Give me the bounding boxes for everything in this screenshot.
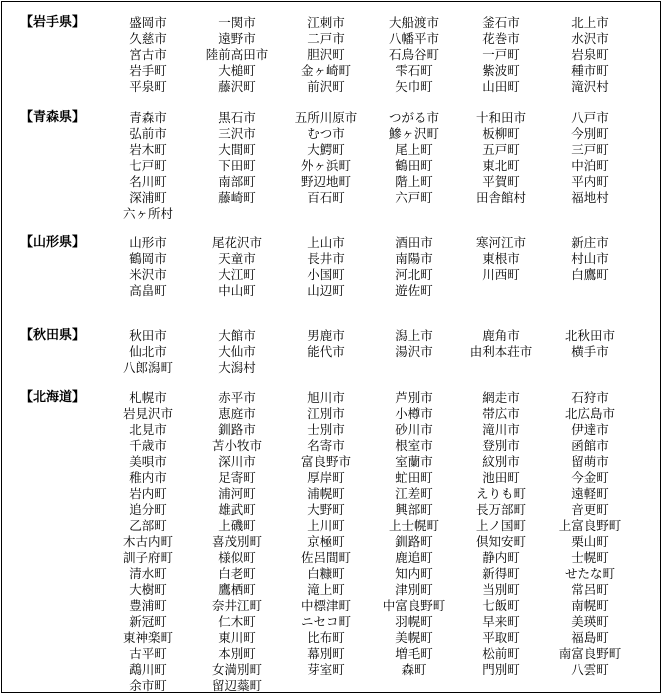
municipality-name: 紫波町: [482, 63, 520, 78]
municipality-name: 江差町: [395, 486, 433, 501]
municipality-name: 当別町: [482, 582, 520, 597]
municipality-name: 大間町: [218, 142, 256, 157]
municipality-name: 古平町: [129, 646, 167, 661]
municipality-name: 今別町: [571, 126, 609, 141]
municipality-name: 長井市: [307, 251, 345, 266]
municipality-name: 南部町: [218, 174, 256, 189]
municipality-name: 五所川原市: [294, 110, 358, 125]
prefecture-heading: 【秋田県】: [20, 328, 86, 343]
municipality-name: 大船渡市: [388, 15, 439, 30]
municipality-name: 上ノ国町: [475, 518, 526, 533]
municipality-name: 羽幌町: [395, 614, 433, 629]
municipality-name: 東根市: [482, 251, 520, 266]
municipality-name: 岩手町: [129, 63, 167, 78]
municipality-name: 津別町: [395, 582, 433, 597]
prefecture-heading: 【岩手県】: [20, 15, 86, 30]
municipality-name: 南陽市: [395, 251, 433, 266]
municipality-name: 帯広市: [482, 406, 520, 421]
municipality-name: 鰺ヶ沢町: [388, 126, 439, 141]
municipality-name: 雄武町: [218, 502, 256, 517]
municipality-name: 白鷹町: [571, 267, 609, 282]
municipality-name: 小樽市: [395, 406, 433, 421]
municipality-name: 久慈市: [129, 31, 167, 46]
municipality-name: えりも町: [475, 486, 526, 501]
municipality-name: 弘前市: [129, 126, 167, 141]
municipality-name: 一関市: [218, 15, 256, 30]
municipality-name: 士別市: [307, 422, 345, 437]
municipality-name: 由利本荘市: [469, 344, 533, 359]
municipality-name: 高畠町: [129, 283, 167, 298]
municipality-name: むつ市: [307, 126, 345, 141]
municipality-name: 根室市: [395, 438, 433, 453]
municipality-name: 足寄町: [218, 470, 256, 485]
municipality-name: 前沢町: [307, 79, 345, 94]
municipality-name: 上富良野町: [558, 518, 622, 533]
municipality-name: 寒河江市: [475, 235, 526, 250]
municipality-name: 中富良野町: [382, 598, 446, 613]
municipality-name: 鶴田町: [395, 158, 433, 173]
municipality-name: 岩内町: [129, 486, 167, 501]
municipality-name: 砂川市: [395, 422, 433, 437]
municipality-name: 陸前高田市: [205, 47, 269, 62]
municipality-name: 上川町: [307, 518, 345, 533]
municipality-name: 士幌町: [571, 550, 609, 565]
municipality-name: 鹿角市: [482, 328, 520, 343]
municipality-name: 水沢市: [571, 31, 609, 46]
municipality-name: 尾上町: [395, 142, 433, 157]
municipality-name: 江刺市: [307, 15, 345, 30]
municipality-name: 長万部町: [475, 502, 526, 517]
municipality-name: 深浦町: [129, 190, 167, 205]
municipality-name: 栗山町: [571, 534, 609, 549]
municipality-name: 胆沢町: [307, 47, 345, 62]
municipality-name: 中標津町: [300, 598, 351, 613]
municipality-name: 静内町: [482, 550, 520, 565]
municipality-name: 仙北市: [129, 344, 167, 359]
municipality-name: 本別町: [218, 646, 256, 661]
municipality-name: 福島町: [571, 630, 609, 645]
municipality-name: 音更町: [571, 502, 609, 517]
municipality-name: 八郎潟町: [122, 360, 173, 375]
municipality-name: 余市町: [129, 678, 167, 693]
municipality-name: 田舎館村: [475, 190, 526, 205]
municipality-name: 奈井江町: [211, 598, 262, 613]
municipality-name: 酒田市: [395, 235, 433, 250]
municipality-name: 五戸町: [482, 142, 520, 157]
municipality-name: 外ヶ浜町: [300, 158, 351, 173]
municipality-name: 十和田市: [475, 110, 526, 125]
municipality-name: 下田町: [218, 158, 256, 173]
municipality-name: 木古内町: [122, 534, 173, 549]
municipality-name: 豊浦町: [129, 598, 167, 613]
municipality-name: 村山市: [571, 251, 609, 266]
municipality-name: 浦幌町: [307, 486, 345, 501]
municipality-name: 虻田町: [395, 470, 433, 485]
municipality-name: 鶴岡市: [129, 251, 167, 266]
municipality-name: 北広島市: [564, 406, 615, 421]
municipality-name: 小国町: [307, 267, 345, 282]
municipality-name: 南富良野町: [558, 646, 622, 661]
municipality-name: 天童市: [218, 251, 256, 266]
municipality-name: 雫石町: [395, 63, 433, 78]
municipality-name: 野辺地町: [300, 174, 351, 189]
municipality-name: 秋田市: [129, 328, 167, 343]
municipality-name: 山形市: [129, 235, 167, 250]
municipality-name: 幕別町: [307, 646, 345, 661]
municipality-name: 藤崎町: [218, 190, 256, 205]
municipality-name: 潟上市: [395, 328, 433, 343]
municipality-name: 女満別町: [211, 662, 262, 677]
municipality-name: 紋別市: [482, 454, 520, 469]
municipality-name: 八雲町: [571, 662, 609, 677]
municipality-name: 釧路市: [218, 422, 256, 437]
municipality-name: 上山市: [307, 235, 345, 250]
municipality-name: 階上町: [395, 174, 433, 189]
municipality-name: 尾花沢市: [211, 235, 262, 250]
municipality-name: 鹿追町: [395, 550, 433, 565]
municipality-name: 大樹町: [129, 582, 167, 597]
municipality-name: 横手市: [571, 344, 609, 359]
municipality-name: 芽室町: [307, 662, 345, 677]
municipality-name: 早来町: [482, 614, 520, 629]
municipality-name: 新庄市: [571, 235, 609, 250]
municipality-name: 釜石市: [482, 15, 520, 30]
municipality-name: 三戸町: [571, 142, 609, 157]
municipality-name: 深川市: [218, 454, 256, 469]
municipality-name: 佐呂間町: [300, 550, 351, 565]
municipality-name: 様似町: [218, 550, 256, 565]
municipality-name: 清水町: [129, 566, 167, 581]
municipality-name: 江別市: [307, 406, 345, 421]
municipality-name: 一戸町: [482, 47, 520, 62]
municipality-name: 浦河町: [218, 486, 256, 501]
municipality-name: 京極町: [307, 534, 345, 549]
municipality-name: 福地村: [571, 190, 609, 205]
prefecture-heading: 【青森県】: [20, 110, 86, 125]
municipality-name: 追分町: [129, 502, 167, 517]
municipality-name: 常呂町: [571, 582, 609, 597]
municipality-name: 藤沢町: [218, 79, 256, 94]
municipality-name: 八戸市: [571, 110, 609, 125]
prefecture-heading: 【北海道】: [20, 390, 86, 405]
municipality-name: 門別町: [482, 662, 520, 677]
municipality-name: 米沢市: [129, 267, 167, 282]
municipality-name: 三沢市: [218, 126, 256, 141]
municipality-name: 大仙市: [218, 344, 256, 359]
municipality-name: 苫小牧市: [211, 438, 262, 453]
municipality-name: 六戸町: [395, 190, 433, 205]
municipality-name: 札幌市: [129, 390, 167, 405]
municipality-name: 池田町: [482, 470, 520, 485]
municipality-name: 仁木町: [218, 614, 256, 629]
municipality-name: 知内町: [395, 566, 433, 581]
municipality-name: 七飯町: [482, 598, 520, 613]
municipality-name: 岩木町: [129, 142, 167, 157]
municipality-name: 滝上町: [307, 582, 345, 597]
municipality-name: ニセコ町: [300, 614, 351, 629]
municipality-name: 矢巾町: [395, 79, 433, 94]
municipality-name: 訓子府町: [122, 550, 173, 565]
municipality-name: 北上市: [571, 15, 609, 30]
municipality-name: 遊佐町: [395, 283, 433, 298]
municipality-name: 平内町: [571, 174, 609, 189]
municipality-name: 湯沢市: [395, 344, 433, 359]
municipality-name: 六ヶ所村: [122, 206, 173, 221]
municipality-name: 八幡平市: [388, 31, 439, 46]
municipality-name: 留萌市: [571, 454, 609, 469]
municipality-name: 金ヶ崎町: [300, 63, 351, 78]
municipality-name: 宮古市: [129, 47, 167, 62]
municipality-name: 山田町: [482, 79, 520, 94]
municipality-name: 石鳥谷町: [388, 47, 439, 62]
municipality-name: 比布町: [307, 630, 345, 645]
municipality-name: 美幌町: [395, 630, 433, 645]
municipality-name: 厚岸町: [307, 470, 345, 485]
municipality-name: 函館市: [571, 438, 609, 453]
municipality-name: 稚内市: [129, 470, 167, 485]
municipality-name: 百石町: [307, 190, 345, 205]
municipality-name: 上磯町: [218, 518, 256, 533]
municipality-name: 釧路町: [395, 534, 433, 549]
municipality-name: 伊達市: [571, 422, 609, 437]
municipality-name: 石狩市: [571, 390, 609, 405]
municipality-name: 滝川市: [482, 422, 520, 437]
municipality-name: 遠軽町: [571, 486, 609, 501]
municipality-name: 白老町: [218, 566, 256, 581]
municipality-name: 能代市: [307, 344, 345, 359]
municipality-name: 乙部町: [129, 518, 167, 533]
municipality-name: 富良野市: [300, 454, 351, 469]
municipality-name: 赤平市: [218, 390, 256, 405]
municipality-name: 東北町: [482, 158, 520, 173]
municipality-name: 盛岡市: [129, 15, 167, 30]
municipality-name: 大野町: [307, 502, 345, 517]
municipality-name: 河北町: [395, 267, 433, 282]
municipality-name: 川西町: [482, 267, 520, 282]
municipality-name: 大槌町: [218, 63, 256, 78]
municipality-name: 平賀町: [482, 174, 520, 189]
municipality-name: 平取町: [482, 630, 520, 645]
municipality-name: 種市町: [571, 63, 609, 78]
municipality-name: 板柳町: [482, 126, 520, 141]
municipality-name: 上士幌町: [388, 518, 439, 533]
municipality-name: 興部町: [395, 502, 433, 517]
municipality-name: せたな町: [564, 566, 615, 581]
municipality-name: 登別市: [482, 438, 520, 453]
municipality-name: 名寄市: [307, 438, 345, 453]
municipality-name: 倶知安町: [475, 534, 526, 549]
municipality-name: つがる市: [388, 110, 439, 125]
municipality-name: 東神楽町: [122, 630, 173, 645]
municipality-name: 黒石市: [218, 110, 256, 125]
municipality-name: 七戸町: [129, 158, 167, 173]
municipality-name: 森町: [401, 662, 427, 677]
municipality-name: 名川町: [129, 174, 167, 189]
municipality-name: 千歳市: [129, 438, 167, 453]
municipality-name: 旭川市: [307, 390, 345, 405]
municipality-name: 南幌町: [571, 598, 609, 613]
municipality-name: 東川町: [218, 630, 256, 645]
municipality-name: 今金町: [571, 470, 609, 485]
municipality-name: 大江町: [218, 267, 256, 282]
municipality-name: 喜茂別町: [211, 534, 262, 549]
municipality-name: 鵡川町: [129, 662, 167, 677]
municipality-name: 大鰐町: [307, 142, 345, 157]
municipality-name: 中山町: [218, 283, 256, 298]
municipality-name: 美瑛町: [571, 614, 609, 629]
municipality-name: 岩泉町: [571, 47, 609, 62]
municipality-name: 北見市: [129, 422, 167, 437]
municipality-name: 大館市: [218, 328, 256, 343]
prefecture-heading: 【山形県】: [20, 235, 86, 250]
municipality-name: 平泉町: [129, 79, 167, 94]
municipality-name: 美唄市: [129, 454, 167, 469]
municipality-name: 松前町: [482, 646, 520, 661]
municipality-name: 増毛町: [395, 646, 433, 661]
municipality-name: 室蘭市: [395, 454, 433, 469]
municipality-name: 花巻市: [482, 31, 520, 46]
municipality-name: 新得町: [482, 566, 520, 581]
municipality-name: 岩見沢市: [122, 406, 173, 421]
municipality-name: 白糠町: [307, 566, 345, 581]
municipality-name: 山辺町: [307, 283, 345, 298]
municipality-name: 男鹿市: [307, 328, 345, 343]
municipality-name: 恵庭市: [218, 406, 256, 421]
municipality-name: 新冠町: [129, 614, 167, 629]
municipality-name: 中泊町: [571, 158, 609, 173]
municipality-name: 大潟村: [218, 360, 256, 375]
municipality-name: 二戸市: [307, 31, 345, 46]
municipality-name: 滝沢村: [571, 79, 609, 94]
municipality-name: 青森市: [129, 110, 167, 125]
municipality-name: 鷹栖町: [218, 582, 256, 597]
municipality-name: 網走市: [482, 390, 520, 405]
municipality-name: 芦別市: [395, 390, 433, 405]
municipality-name: 留辺蘂町: [211, 678, 262, 693]
municipality-name: 北秋田市: [564, 328, 615, 343]
municipality-name: 遠野市: [218, 31, 256, 46]
